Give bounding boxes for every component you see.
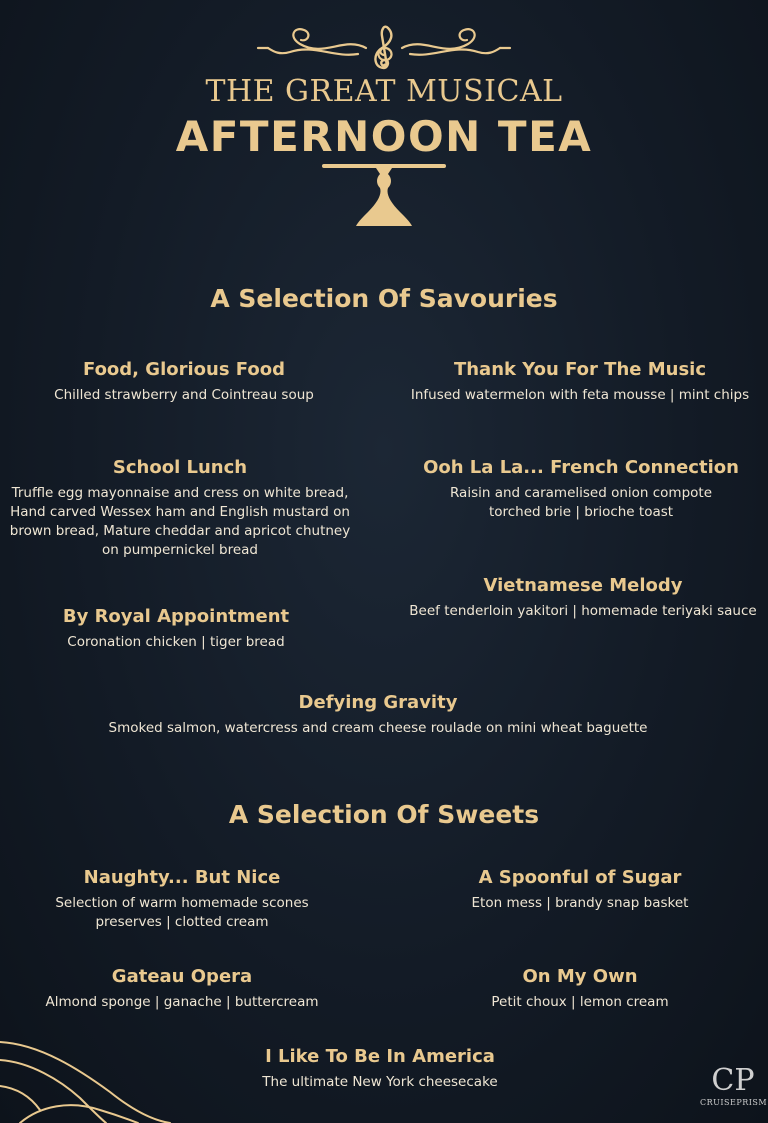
- item-description: The ultimate New York cheesecake: [262, 1074, 498, 1090]
- savouries-title: A Selection Of Savouries: [210, 284, 558, 313]
- item-description: Almond sponge | ganache | buttercream: [45, 994, 319, 1010]
- cruiseprism-logo: [700, 1064, 766, 1122]
- menu-item-naughty-but-nice: [20, 866, 344, 932]
- item-name: I Like To Be In America: [265, 1046, 495, 1067]
- menu-item-gateau-opera: [20, 965, 344, 1012]
- item-description: Petit choux | lemon cream: [491, 994, 669, 1010]
- brand-name: CRUISEPRISM: [700, 1098, 768, 1107]
- item-description: Eton mess | brandy snap basket: [471, 895, 689, 911]
- item-description: Chilled strawberry and Cointreau soup: [54, 387, 314, 403]
- item-description: Selection of warm homemade scones preserves | clotted cream: [55, 895, 309, 930]
- menu-item-on-my-own: [420, 965, 740, 1012]
- item-description: Truffle egg mayonnaise and cress on white bread, Hand carved Wessex ham and English mustard on brown bread, Mature cheddar and apricot chutney on pumpernickel bread: [9, 485, 351, 558]
- title-line-2: AFTERNOON TEA: [175, 112, 593, 161]
- treble-clef-flourish-icon: [254, 14, 514, 72]
- item-name: Thank You For The Music: [453, 359, 707, 380]
- item-name: School Lunch: [112, 457, 248, 478]
- menu-item-school-lunch: [4, 456, 356, 560]
- brand-mark: CP: [711, 1063, 755, 1098]
- item-description: Beef tenderloin yakitori | homemade teriyaki sauce: [409, 603, 757, 619]
- menu-item-ooh-la-la-french-connection: [394, 456, 768, 522]
- item-description: Infused watermelon with feta mousse | mint chips: [410, 387, 750, 403]
- item-name: By Royal Appointment: [62, 606, 290, 627]
- menu-item-i-like-to-be-in-america: [200, 1045, 560, 1092]
- item-name: On My Own: [522, 966, 638, 987]
- item-name: Vietnamese Melody: [483, 575, 683, 596]
- menu-item-food-glorious-food: [14, 358, 354, 405]
- item-name: Gateau Opera: [111, 966, 253, 987]
- menu-item-defying-gravity: [60, 691, 696, 738]
- menu-item-by-royal-appointment: [14, 605, 338, 652]
- menu-item-thank-you-for-the-music: [390, 358, 768, 405]
- item-description: Raisin and caramelised onion compote torched brie | brioche toast: [449, 485, 713, 520]
- item-name: Food, Glorious Food: [83, 359, 285, 380]
- item-name: Defying Gravity: [298, 692, 458, 713]
- item-name: A Spoonful of Sugar: [478, 867, 682, 888]
- menu-item-a-spoonful-of-sugar: [420, 866, 740, 913]
- title-line-1: THE GREAT MUSICAL: [205, 74, 563, 109]
- item-description: Coronation chicken | tiger bread: [67, 634, 285, 650]
- menu-header: [0, 0, 768, 240]
- sweets-title: A Selection Of Sweets: [228, 800, 540, 829]
- cake-stand-icon: [318, 160, 450, 232]
- item-name: Naughty... But Nice: [83, 867, 281, 888]
- menu-item-vietnamese-melody: [398, 574, 768, 621]
- decorative-swirl-icon: [0, 1030, 200, 1123]
- item-description: Smoked salmon, watercress and cream cheese roulade on mini wheat baguette: [108, 720, 648, 736]
- item-name: Ooh La La... French Connection: [423, 457, 739, 478]
